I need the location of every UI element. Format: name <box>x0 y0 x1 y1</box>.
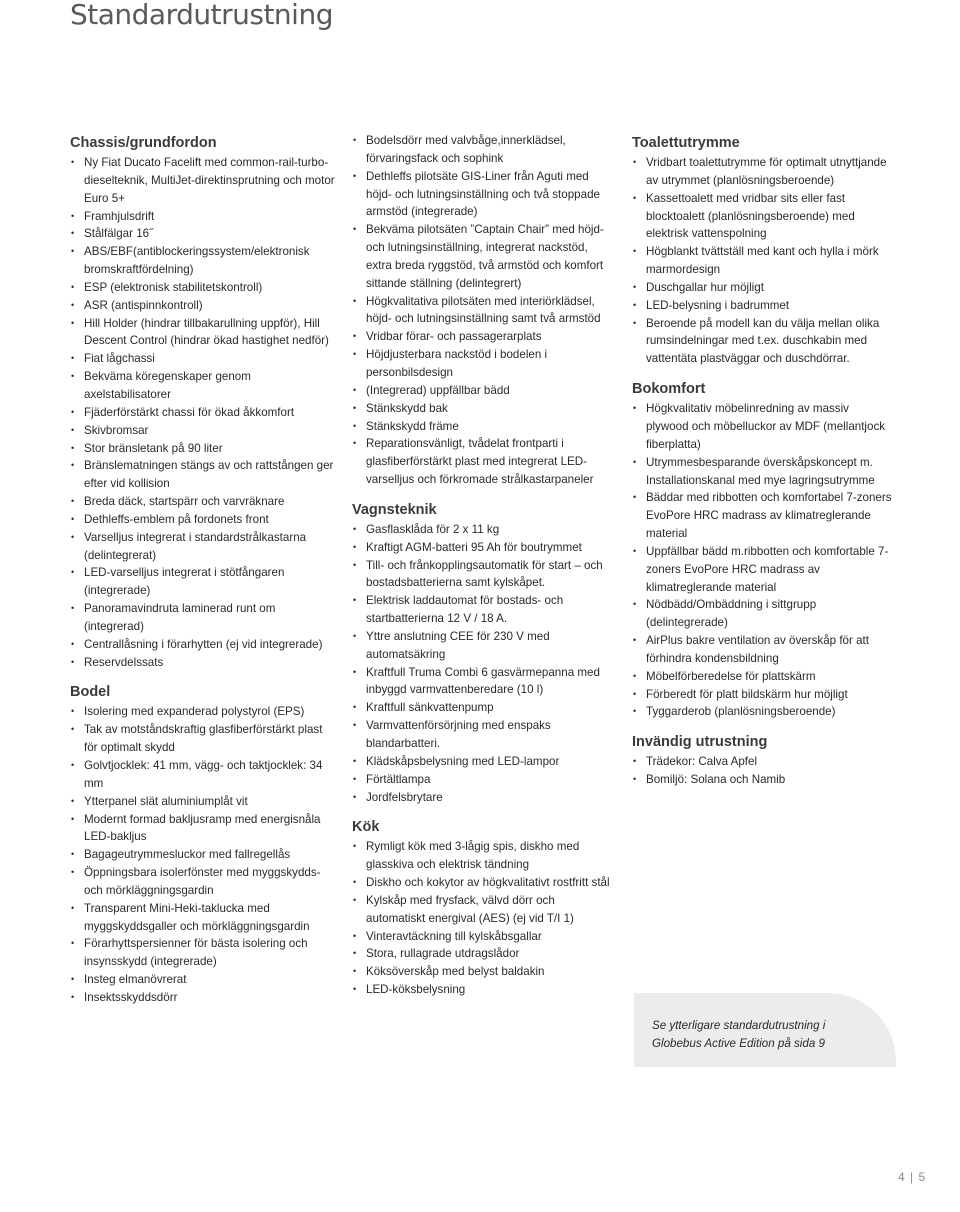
list-item: • Reservdelssats <box>70 654 338 672</box>
section-bokomfort <box>632 378 894 721</box>
column-right <box>632 132 894 789</box>
list-item: • LED-varselljus integrerat i stötfångaren (integrerade) <box>70 564 338 600</box>
list-item: • Elektrisk laddautomat för bostads- och startbatterierna 12 V / 18 A. <box>352 592 614 628</box>
list-item: • Klädskåpsbelysning med LED-lampor <box>352 753 614 771</box>
list-item: • Insteg elmanövrerat <box>70 971 338 989</box>
list-item: • Dethleffs pilotsäte GIS-Liner från Aguti med höjd- och lutningsinställning och två stoppade armstöd (integrerade) <box>352 168 614 222</box>
list-item: • Fjäderförstärkt chassi för ökad åkkomfort <box>70 404 338 422</box>
list-item: • Yttre anslutning CEE för 230 V med automatsäkring <box>352 628 614 664</box>
section-title-chassis: Chassis/grundfordon <box>70 135 217 151</box>
list-item: • Breda däck, startspärr och varvräknare <box>70 493 338 511</box>
list-item: • Till- och frånkopplingsautomatik för start – och bostadsbatterierna samt kylskåpet. <box>352 557 614 593</box>
list-item: • Duschgallar hur möjligt <box>632 279 894 297</box>
list-item: • Bomiljö: Solana och Namib <box>632 771 894 789</box>
list-item: • Högblankt tvättställ med kant och hylla i mörk marmordesign <box>632 243 894 279</box>
list-item: • Öppningsbara isolerfönster med myggskydds- och mörkläggningsgardin <box>70 864 338 900</box>
section-title-toalettutrymme: Toalettutrymme <box>632 135 740 151</box>
list-item: • Högkvalitativa pilotsäten med interiörklädsel, höjd- och lutningsinställning samt två armstöd <box>352 293 614 329</box>
list-item: • LED-belysning i badrummet <box>632 297 894 315</box>
list-item: • Tak av motståndskraftig glasfiberförstärkt plast för optimalt skydd <box>70 721 338 757</box>
list-chassis <box>70 154 338 671</box>
list-item: • Stänkskydd bak <box>352 400 614 418</box>
list-item: • Kraftfull Truma Combi 6 gasvärmepanna med inbyggd varmvattenberedare (10 l) <box>352 664 614 700</box>
page-numbers: 4 | 5 <box>898 1170 927 1184</box>
list-item: • Bodelsdörr med valvbåge,innerklädsel, förvaringsfack och sophink <box>352 132 614 168</box>
list-item: • Förberedt för platt bildskärm hur möjligt <box>632 686 894 704</box>
page-title: Standardutrustning <box>70 0 333 31</box>
list-item: • ASR (antispinnkontroll) <box>70 297 338 315</box>
list-item: • Dethleffs-emblem på fordonets front <box>70 511 338 529</box>
list-item: • Panoramavindruta laminerad runt om (integrerad) <box>70 600 338 636</box>
list-toalettutrymme <box>632 154 894 368</box>
list-item: • Nödbädd/Ombäddning i sittgrupp (delintegrerade) <box>632 596 894 632</box>
list-item: • Kylskåp med frysfack, välvd dörr och automatiskt energival (AES) (ej vid T/I 1) <box>352 892 614 928</box>
list-item: • Köksöverskåp med belyst baldakin <box>352 963 614 981</box>
list-bodel-continued <box>352 132 614 489</box>
section-title-vagnsteknik: Vagnsteknik <box>352 501 437 518</box>
list-item: • Högkvalitativ möbelinredning av massiv plywood och möbelluckor av MDF (mellantjock fiberplatta) <box>632 400 894 454</box>
list-item: • Stänkskydd främe <box>352 418 614 436</box>
list-item: • Varselljus integrerat i standardstrålkastarna (delintegrerat) <box>70 529 338 565</box>
list-item: • Jordfelsbrytare <box>352 789 614 807</box>
list-item: • Beroende på modell kan du välja mellan olika rumsindelningar med t.ex. duschkabin med vattentäta plastväggar och duschdörrar. <box>632 315 894 369</box>
list-item: • (Integrerad) uppfällbar bädd <box>352 382 614 400</box>
list-item: • ABS/EBF(antiblockeringssystem/elektronisk bromskraftfördelning) <box>70 243 338 279</box>
list-item: • Modernt formad bakljusramp med energisnåla LED-bakljus <box>70 811 338 847</box>
column-left <box>70 132 338 1007</box>
section-title-kok: Kök <box>352 819 380 836</box>
section-title-bokomfort: Bokomfort <box>632 381 706 398</box>
list-item: • Rymligt kök med 3-lågig spis, diskho med glasskiva och elektrisk tändning <box>352 838 614 874</box>
list-item: • Stora, rullagrade utdragslådor <box>352 945 614 963</box>
section-title-bodel: Bodel <box>70 684 111 701</box>
section-bodel-continued <box>352 132 614 489</box>
list-kok <box>352 838 614 999</box>
list-item: • Bekväma pilotsäten ”Captain Chair” med höjd- och lutningsinställning, integrerat nackstöd, extra breda ryggstöd, två armstöd och komfort sittande ställning (delintegrert) <box>352 221 614 292</box>
list-item: • Reparationsvänligt, tvådelat frontparti i glasfiberförstärkt plast med integrerat LED-varselljus och förkromade strålkastarpaneler <box>352 435 614 489</box>
list-item: • Framhjulsdrift <box>70 208 338 226</box>
section-kok <box>352 816 614 999</box>
list-item: • Höjdjusterbara nackstöd i bodelen i personbilsdesign <box>352 346 614 382</box>
list-item: • Ytterpanel slät aluminiumplåt vit <box>70 793 338 811</box>
list-item: • Centrallåsning i förarhytten (ej vid integrerade) <box>70 636 338 654</box>
list-item: • Transparent Mini-Heki-taklucka med myggskyddsgaller och mörkläggningsgardin <box>70 900 338 936</box>
list-item: • Hill Holder (hindrar tillbakarullning uppför), Hill Descent Control (hindrar ökad hastighet nedför) <box>70 315 338 351</box>
list-item: • Vinteravtäckning till kylskåbsgallar <box>352 928 614 946</box>
list-item: • Kraftigt AGM-batteri 95 Ah för boutrymmet <box>352 539 614 557</box>
list-item: • Diskho och kokytor av högkvalitativt rostfritt stål <box>352 874 614 892</box>
section-chassis <box>70 132 338 671</box>
list-item: • Isolering med expanderad polystyrol (EPS) <box>70 703 338 721</box>
list-item: • ESP (elektronisk stabilitetskontroll) <box>70 279 338 297</box>
list-item: • Bäddar med ribbotten och komfortabel 7-zoners EvoPore HRC madrass av klimatreglerande material <box>632 489 894 543</box>
section-title-invandig-utrustning: Invändig utrustning <box>632 734 768 751</box>
list-item: • Möbelförberedelse för plattskärm <box>632 668 894 686</box>
list-bodel <box>70 703 338 1006</box>
list-item: • Gasflasklåda för 2 x 11 kg <box>352 521 614 539</box>
list-vagnsteknik <box>352 521 614 807</box>
list-item: • Skivbromsar <box>70 422 338 440</box>
list-item: • Stålfälgar 16˝ <box>70 225 338 243</box>
list-item: • Tyggarderob (planlösningsberoende) <box>632 703 894 721</box>
list-item: • Golvtjocklek: 41 mm, vägg- och taktjocklek: 34 mm <box>70 757 338 793</box>
column-middle <box>352 132 614 999</box>
section-invandig-utrustning <box>632 731 894 789</box>
list-item: • Fiat lågchassi <box>70 350 338 368</box>
list-item: • Vridbart toalettutrymme för optimalt utnyttjande av utrymmet (planlösningsberoende) <box>632 154 894 190</box>
section-vagnsteknik <box>352 499 614 807</box>
list-item: • Förtältlampa <box>352 771 614 789</box>
list-item: • LED-köksbelysning <box>352 981 614 999</box>
list-item: • Kassettoalett med vridbar sits eller fast blocktoalett (planlösningsberoende) med elektrisk vattenspolning <box>632 190 894 244</box>
list-item: • AirPlus bakre ventilation av överskåp för att förhindra kondensbildning <box>632 632 894 668</box>
list-item: • Bagageutrymmesluckor med fallregellås <box>70 846 338 864</box>
list-item: • Ny Fiat Ducato Facelift med common-rail-turbo-dieselteknik, MultiJet-direktinsprutning och motor Euro 5+ <box>70 154 338 208</box>
list-item: • Insektsskyddsdörr <box>70 989 338 1007</box>
list-item: • Trädekor: Calva Apfel <box>632 753 894 771</box>
list-item: • Stor bränsletank på 90 liter <box>70 440 338 458</box>
list-item: • Bekväma köregenskaper genom axelstabilisatorer <box>70 368 338 404</box>
section-toalettutrymme <box>632 132 894 368</box>
section-bodel <box>70 681 338 1006</box>
list-item: • Uppfällbar bädd m.ribbotten och komfortable 7-zoners EvoPore HRC madrass av klimatreglerande material <box>632 543 894 597</box>
list-item: • Bränslematningen stängs av och rattstången ger efter vid kollision <box>70 457 338 493</box>
list-item: • Kraftfull sänkvattenpump <box>352 699 614 717</box>
list-item: • Vridbar förar- och passagerarplats <box>352 328 614 346</box>
list-invandig-utrustning <box>632 753 894 789</box>
list-item: • Varmvattenförsörjning med enspaks blandarbatteri. <box>352 717 614 753</box>
list-item: • Utrymmesbesparande överskåpskoncept m. Installationskanal med mye lagringsutrymme <box>632 454 894 490</box>
list-item: • Förarhyttspersienner för bästa isolering och insynsskydd (integrerade) <box>70 935 338 971</box>
reference-note-box <box>634 993 896 1067</box>
list-bokomfort <box>632 400 894 721</box>
reference-note-text: Se ytterligare standardutrustning i Globebus Active Edition på sida 9 <box>652 1019 826 1050</box>
